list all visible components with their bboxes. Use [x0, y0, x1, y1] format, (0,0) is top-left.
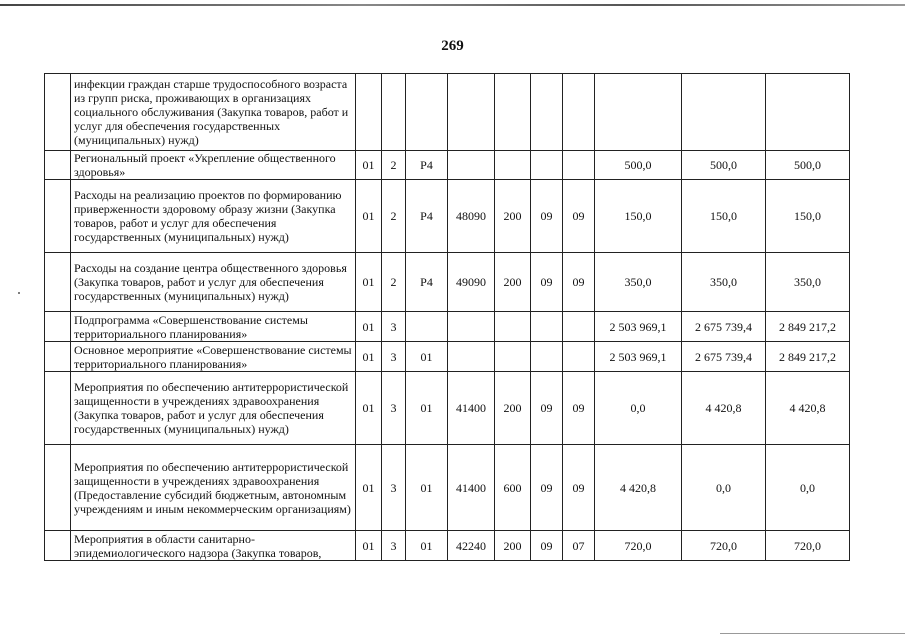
row-description: Подпрограмма «Совершенствование системы территориального планирования» — [71, 312, 356, 342]
code-cell-c1: 01 — [356, 180, 382, 253]
code-cell-c6 — [531, 312, 563, 342]
code-cell-c6: 09 — [531, 531, 563, 561]
code-cell-c5 — [495, 74, 531, 151]
code-cell-c5: 200 — [495, 531, 531, 561]
code-cell-c5: 200 — [495, 180, 531, 253]
amount-cell-v2: 4 420,8 — [682, 372, 766, 445]
code-cell-c5 — [495, 312, 531, 342]
row-index-cell — [45, 312, 71, 342]
code-cell-c5: 600 — [495, 445, 531, 531]
amount-cell-v1: 150,0 — [595, 180, 682, 253]
row-description: Мероприятия по обеспечению антитеррористической защищенности в учреждениях здравоохранения (Закупка товаров, работ и услуг для обеспечения государственных (муниципальных) нужд) — [71, 372, 356, 445]
amount-cell-v1: 500,0 — [595, 151, 682, 180]
row-description: инфекции граждан старше трудоспособного возраста из групп риска, проживающих в организациях социального обслуживания (Закупка товаров, работ и услуг для обеспечения государственных (муниципальных) нужд) — [71, 74, 356, 151]
code-cell-c6: 09 — [531, 372, 563, 445]
code-cell-c3: 01 — [406, 342, 448, 372]
code-cell-c3: 01 — [406, 531, 448, 561]
table-row — [45, 180, 850, 253]
code-cell-c4 — [448, 74, 495, 151]
code-cell-c4 — [448, 312, 495, 342]
amount-cell-v3: 2 849 217,2 — [766, 312, 850, 342]
code-cell-c1: 01 — [356, 445, 382, 531]
amount-cell-v3: 500,0 — [766, 151, 850, 180]
code-cell-c4: 41400 — [448, 445, 495, 531]
code-cell-c4 — [448, 151, 495, 180]
budget-table — [44, 73, 850, 561]
code-cell-c7 — [563, 342, 595, 372]
amount-cell-v2: 150,0 — [682, 180, 766, 253]
amount-cell-v1: 2 503 969,1 — [595, 312, 682, 342]
table-row — [45, 445, 850, 531]
row-index-cell — [45, 445, 71, 531]
code-cell-c7: 09 — [563, 253, 595, 312]
row-index-cell — [45, 531, 71, 561]
code-cell-c2: 2 — [382, 180, 406, 253]
code-cell-c6 — [531, 342, 563, 372]
amount-cell-v2: 2 675 739,4 — [682, 312, 766, 342]
amount-cell-v1: 350,0 — [595, 253, 682, 312]
code-cell-c1: 01 — [356, 253, 382, 312]
row-description: Расходы на реализацию проектов по формированию приверженности здоровому образу жизни (Закупка товаров, работ и услуг для обеспечения государственных (муниципальных) нужд) — [71, 180, 356, 253]
code-cell-c7: 09 — [563, 180, 595, 253]
code-cell-c3: P4 — [406, 253, 448, 312]
code-cell-c3: 01 — [406, 445, 448, 531]
code-cell-c2: 3 — [382, 342, 406, 372]
table-row — [45, 531, 850, 561]
page-number: 269 — [441, 38, 464, 54]
code-cell-c2: 3 — [382, 312, 406, 342]
amount-cell-v2 — [682, 74, 766, 151]
code-cell-c2 — [382, 74, 406, 151]
row-index-cell — [45, 180, 71, 253]
amount-cell-v1: 4 420,8 — [595, 445, 682, 531]
row-index-cell — [45, 74, 71, 151]
amount-cell-v1: 2 503 969,1 — [595, 342, 682, 372]
code-cell-c6 — [531, 151, 563, 180]
table-row — [45, 74, 850, 151]
amount-cell-v3: 2 849 217,2 — [766, 342, 850, 372]
row-index-cell — [45, 342, 71, 372]
code-cell-c2: 2 — [382, 253, 406, 312]
amount-cell-v3: 720,0 — [766, 531, 850, 561]
row-description: Расходы на создание центра общественного здоровья (Закупка товаров, работ и услуг для обеспечения государственных (муниципальных) нужд) — [71, 253, 356, 312]
code-cell-c1 — [356, 74, 382, 151]
code-cell-c4: 49090 — [448, 253, 495, 312]
amount-cell-v1: 0,0 — [595, 372, 682, 445]
code-cell-c7 — [563, 151, 595, 180]
table-row — [45, 253, 850, 312]
code-cell-c3 — [406, 312, 448, 342]
table-row — [45, 312, 850, 342]
code-cell-c7: 09 — [563, 372, 595, 445]
code-cell-c2: 3 — [382, 531, 406, 561]
code-cell-c6: 09 — [531, 180, 563, 253]
scan-edge-top — [0, 4, 905, 6]
amount-cell-v2: 350,0 — [682, 253, 766, 312]
code-cell-c6: 09 — [531, 253, 563, 312]
amount-cell-v3 — [766, 74, 850, 151]
amount-cell-v1 — [595, 74, 682, 151]
code-cell-c1: 01 — [356, 372, 382, 445]
code-cell-c4: 41400 — [448, 372, 495, 445]
code-cell-c5: 200 — [495, 253, 531, 312]
code-cell-c4: 42240 — [448, 531, 495, 561]
code-cell-c7 — [563, 74, 595, 151]
row-description: Основное мероприятие «Совершенствование системы территориального планирования» — [71, 342, 356, 372]
table-row — [45, 372, 850, 445]
code-cell-c4: 48090 — [448, 180, 495, 253]
code-cell-c7: 09 — [563, 445, 595, 531]
code-cell-c6 — [531, 74, 563, 151]
code-cell-c4 — [448, 342, 495, 372]
code-cell-c1: 01 — [356, 151, 382, 180]
table-row — [45, 151, 850, 180]
code-cell-c3 — [406, 74, 448, 151]
table-row — [45, 342, 850, 372]
amount-cell-v3: 0,0 — [766, 445, 850, 531]
row-description: Мероприятия по обеспечению антитеррористической защищенности в учреждениях здравоохранения (Предоставление субсидий бюджетным, автономным учреждениям и иным некоммерческим организациям) — [71, 445, 356, 531]
code-cell-c3: 01 — [406, 372, 448, 445]
amount-cell-v1: 720,0 — [595, 531, 682, 561]
code-cell-c3: P4 — [406, 151, 448, 180]
code-cell-c2: 2 — [382, 151, 406, 180]
code-cell-c5 — [495, 342, 531, 372]
code-cell-c7: 07 — [563, 531, 595, 561]
code-cell-c3: P4 — [406, 180, 448, 253]
code-cell-c1: 01 — [356, 342, 382, 372]
code-cell-c5: 200 — [495, 372, 531, 445]
code-cell-c5 — [495, 151, 531, 180]
amount-cell-v3: 150,0 — [766, 180, 850, 253]
row-index-cell — [45, 253, 71, 312]
scan-speck — [18, 292, 20, 294]
row-description: Мероприятия в области санитарно-эпидемиологического надзора (Закупка товаров, — [71, 531, 356, 561]
code-cell-c2: 3 — [382, 445, 406, 531]
code-cell-c7 — [563, 312, 595, 342]
code-cell-c6: 09 — [531, 445, 563, 531]
scan-edge-bottom — [720, 633, 905, 634]
row-index-cell — [45, 151, 71, 180]
amount-cell-v3: 350,0 — [766, 253, 850, 312]
amount-cell-v2: 720,0 — [682, 531, 766, 561]
code-cell-c2: 3 — [382, 372, 406, 445]
code-cell-c1: 01 — [356, 312, 382, 342]
amount-cell-v2: 2 675 739,4 — [682, 342, 766, 372]
row-index-cell — [45, 372, 71, 445]
amount-cell-v3: 4 420,8 — [766, 372, 850, 445]
amount-cell-v2: 0,0 — [682, 445, 766, 531]
amount-cell-v2: 500,0 — [682, 151, 766, 180]
row-description: Региональный проект «Укрепление общественного здоровья» — [71, 151, 356, 180]
code-cell-c1: 01 — [356, 531, 382, 561]
